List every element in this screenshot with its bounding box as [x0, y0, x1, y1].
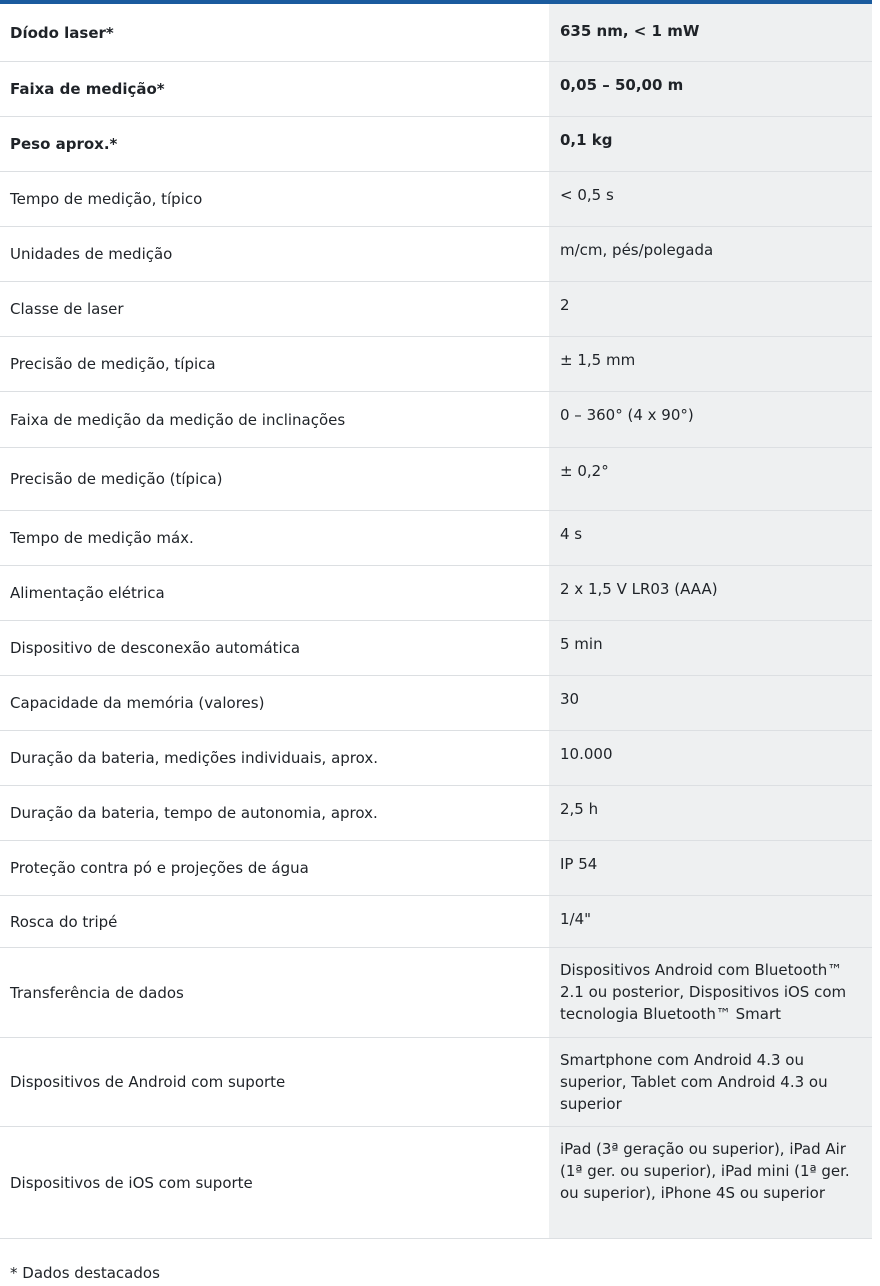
- spec-value-cell: [549, 1127, 872, 1238]
- spec-value: 0,05 – 50,00 m: [560, 76, 684, 94]
- table-row: [0, 566, 872, 621]
- table-row: [0, 1038, 872, 1127]
- table-row: [0, 676, 872, 731]
- spec-label: Tempo de medição, típico: [10, 190, 203, 208]
- spec-label: Unidades de medição: [10, 245, 173, 263]
- spec-label: Classe de laser: [10, 300, 124, 318]
- spec-value: 2,5 h: [560, 800, 599, 818]
- spec-value: 635 nm, < 1 mW: [560, 22, 700, 40]
- footnote: * Dados destacados: [10, 1264, 160, 1282]
- spec-label: Proteção contra pó e projeções de água: [10, 859, 309, 877]
- spec-label: Precisão de medição, típica: [10, 355, 216, 373]
- spec-label: Capacidade da memória (valores): [10, 694, 265, 712]
- spec-value-cell: [549, 448, 872, 510]
- spec-label: Dispositivos de iOS com suporte: [10, 1173, 253, 1192]
- table-row: [0, 117, 872, 172]
- table-row: [0, 62, 872, 117]
- table-row: [0, 621, 872, 676]
- table-row: [0, 448, 872, 511]
- table-row: [0, 282, 872, 337]
- table-row: [0, 786, 872, 841]
- table-row: [0, 4, 872, 62]
- spec-value-cell: [549, 511, 872, 565]
- spec-value-cell: [549, 731, 872, 785]
- spec-value-cell: [549, 786, 872, 840]
- spec-value: 30: [560, 690, 580, 708]
- spec-value-cell: [549, 948, 872, 1037]
- spec-value: ± 0,2°: [560, 462, 609, 480]
- spec-value: 5 min: [560, 635, 603, 653]
- table-row: [0, 731, 872, 786]
- table-row: [0, 511, 872, 566]
- spec-value: 0 – 360° (4 x 90°): [560, 406, 694, 424]
- spec-value-cell: [549, 566, 872, 620]
- spec-value-cell: [549, 896, 872, 947]
- spec-label: Faixa de medição*: [10, 80, 165, 98]
- spec-value-cell: [549, 392, 872, 447]
- spec-value-cell: [549, 62, 872, 116]
- spec-value-cell: [549, 337, 872, 391]
- table-row: [0, 896, 872, 948]
- table-row: [0, 392, 872, 448]
- spec-value: m/cm, pés/polegada: [560, 241, 714, 259]
- spec-value-cell: [549, 676, 872, 730]
- spec-label: Rosca do tripé: [10, 912, 118, 931]
- spec-value: IP 54: [560, 855, 598, 873]
- spec-value: Dispositivos Android com Bluetooth™ 2.1 ou posterior, Dispositivos iOS com tecnologia Bluetooth™ Smart: [560, 961, 847, 1023]
- spec-label: Alimentação elétrica: [10, 584, 165, 602]
- table-row: [0, 1127, 872, 1239]
- table-row: [0, 337, 872, 392]
- spec-label: Duração da bateria, medições individuais, aprox.: [10, 749, 378, 767]
- spec-label: Faixa de medição da medição de inclinações: [10, 410, 346, 429]
- spec-value: 10.000: [560, 745, 613, 763]
- spec-value-cell: [549, 117, 872, 171]
- spec-value-cell: [549, 4, 872, 61]
- table-row: [0, 841, 872, 896]
- spec-value: 0,1 kg: [560, 131, 613, 149]
- spec-value: 4 s: [560, 525, 583, 543]
- spec-value-cell: [549, 1038, 872, 1126]
- table-row: [0, 227, 872, 282]
- spec-label: Dispositivo de desconexão automática: [10, 639, 301, 657]
- spec-label: Duração da bateria, tempo de autonomia, aprox.: [10, 804, 378, 822]
- spec-value: < 0,5 s: [560, 186, 614, 204]
- spec-value: ± 1,5 mm: [560, 351, 636, 369]
- spec-value-cell: [549, 841, 872, 895]
- spec-value: 2 x 1,5 V LR03 (AAA): [560, 580, 718, 598]
- spec-value-cell: [549, 227, 872, 281]
- table-row: [0, 172, 872, 227]
- spec-label: Tempo de medição máx.: [10, 529, 194, 547]
- spec-value-cell: [549, 282, 872, 336]
- spec-value-cell: [549, 172, 872, 226]
- spec-value: iPad (3ª geração ou superior), iPad Air (1ª ger. ou superior), iPad mini (1ª ger. ou superior), iPhone 4S ou superior: [560, 1140, 850, 1202]
- spec-value: 2: [560, 296, 570, 314]
- spec-label: Precisão de medição (típica): [10, 470, 223, 488]
- spec-label: Transferência de dados: [10, 983, 184, 1002]
- spec-value-cell: [549, 621, 872, 675]
- spec-label: Díodo laser*: [10, 23, 114, 42]
- table-row: [0, 948, 872, 1038]
- spec-label: Dispositivos de Android com suporte: [10, 1073, 286, 1091]
- spec-label: Peso aprox.*: [10, 135, 118, 153]
- spec-value: Smartphone com Android 4.3 ou superior, Tablet com Android 4.3 ou superior: [560, 1051, 828, 1113]
- spec-value: 1/4": [560, 910, 592, 928]
